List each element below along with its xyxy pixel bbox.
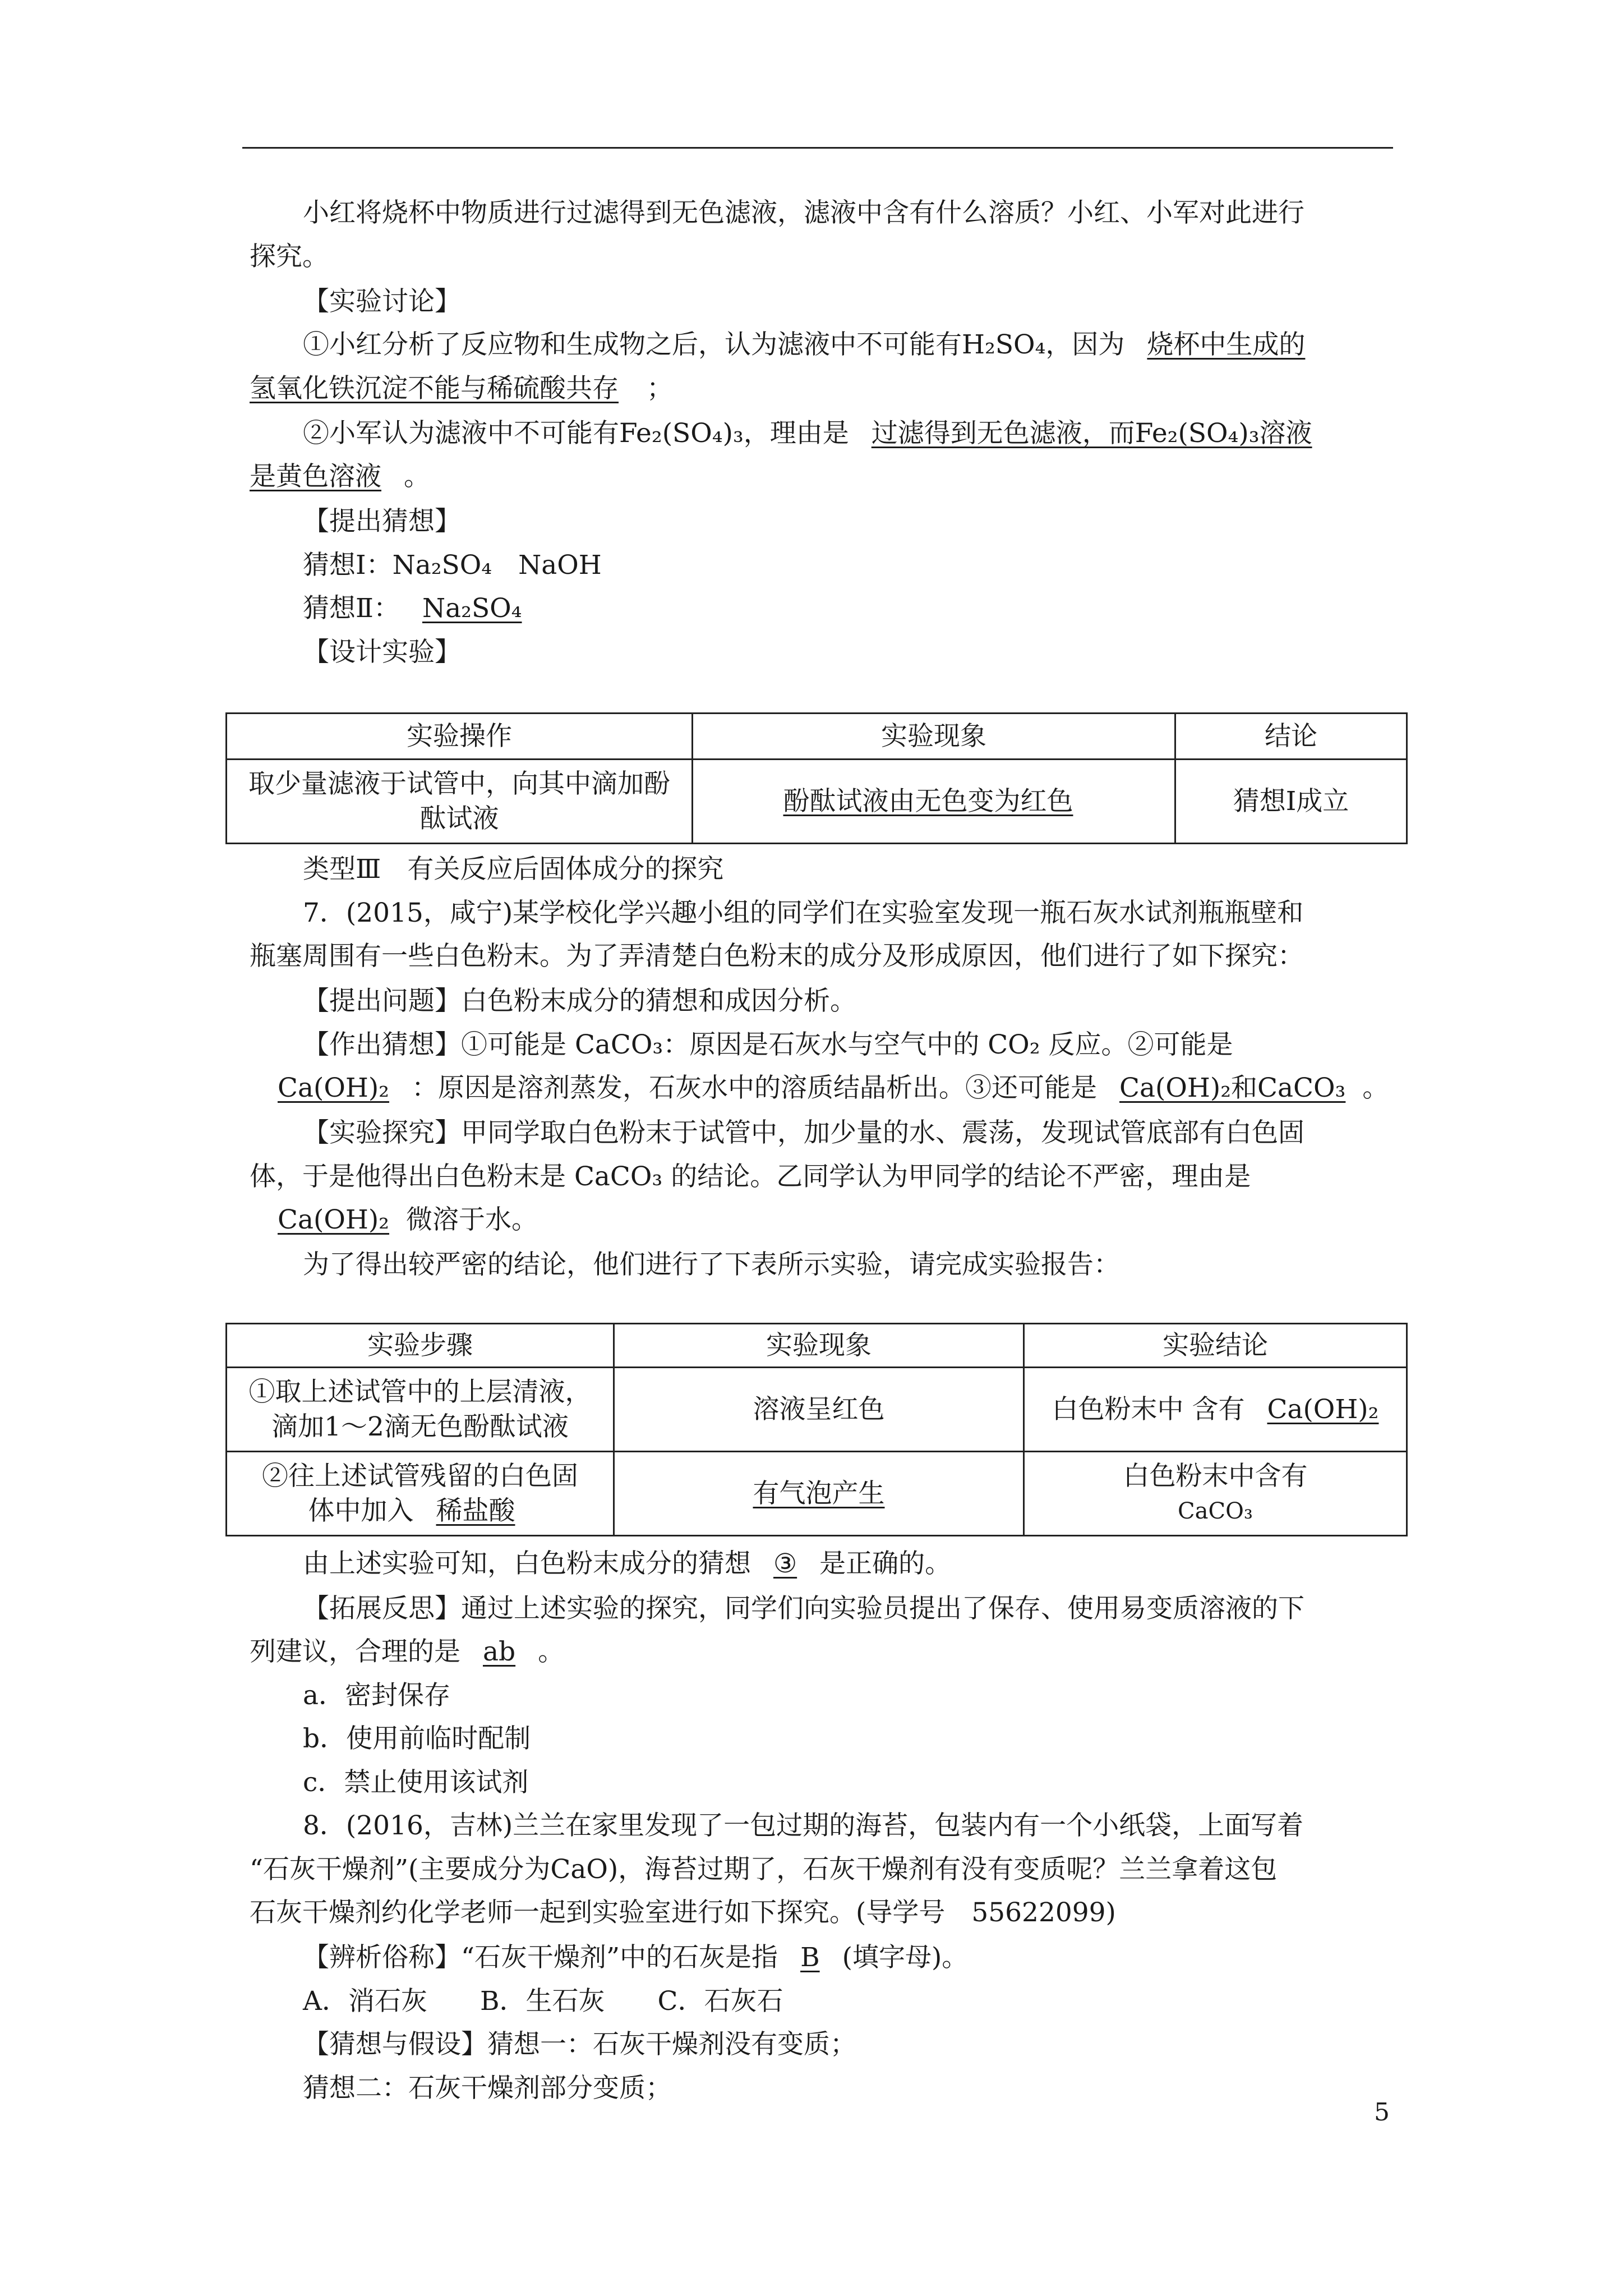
table-cell: 白色粉末中 含有 Ca(OH)₂	[1024, 1368, 1407, 1452]
experiment-table-2	[225, 1323, 1408, 1536]
table-header: 实验步骤	[227, 1324, 614, 1368]
table-cell: 有气泡产生	[614, 1452, 1024, 1536]
table-cell: 白色粉末中含有 CaCO₃	[1024, 1452, 1407, 1536]
answer-blank: 氢氧化铁沉淀不能与稀硫酸共存	[250, 373, 619, 404]
option-item: a．密封保存	[303, 1680, 451, 1711]
experiment-table-1	[225, 712, 1408, 844]
text-line: 猜想Ⅰ：Na₂SO₄ NaOH	[303, 550, 602, 581]
question-line: 8．(2016，吉林)兰兰在家里发现了一包过期的海苔，包装内有一个小纸袋，上面写着	[303, 1810, 1304, 1841]
answer-blank: 烧杯中生成的	[1147, 329, 1306, 360]
answer-blank: Na₂SO₄	[422, 593, 522, 624]
table-header: 实验现象	[693, 714, 1175, 760]
section-heading: 【实验讨论】	[303, 286, 461, 317]
question-line: 【实验探究】甲同学取白色粉末于试管中，加少量的水、震荡，发现试管底部有白色固	[303, 1117, 1304, 1148]
question-line: 【猜想与假设】猜想一：石灰干燥剂没有变质；	[303, 2029, 856, 2060]
answer-blank: Ca(OH)₂和CaCO₃	[1119, 1073, 1346, 1103]
text-line: ①小红分析了反应物和生成物之后，认为滤液中不可能有H₂SO₄，因为 烧杯中生成的	[303, 329, 1306, 360]
table-cell: 溶液呈红色	[614, 1368, 1024, 1452]
section-heading: 【提出猜想】	[303, 506, 461, 537]
question-line: 7．(2015，咸宁)某学校化学兴趣小组的同学们在实验室发现一瓶石灰水试剂瓶瓶壁和	[303, 898, 1304, 928]
question-line: Ca(OH)₂ ：原因是溶剂蒸发，石灰水中的溶质结晶析出。③还可能是 Ca(OH)₂和CaCO₃ 。	[250, 1071, 1389, 1105]
question-line: 由上述实验可知，白色粉末成分的猜想 ③ 是正确的。	[303, 1548, 952, 1579]
table-row	[227, 1368, 1407, 1452]
text-line: ②小军认为滤液中不可能有Fe₂(SO₄)₃，理由是 过滤得到无色滤液，而Fe₂(SO₄)₃溶液	[303, 418, 1312, 449]
table-header: 实验结论	[1024, 1324, 1407, 1368]
table-row	[227, 760, 1407, 844]
text-line: 探究。	[250, 241, 329, 272]
header-rule	[242, 147, 1393, 149]
answer-blank: Ca(OH)₂	[278, 1204, 390, 1235]
answer-blank: 是黄色溶液	[250, 461, 381, 492]
table-cell: ②往上述试管残留的白色固 体中加入 稀盐酸	[227, 1452, 614, 1536]
option-list: A．消石灰 B．生石灰 C．石灰石	[303, 1986, 783, 2017]
answer-blank: ③	[773, 1548, 797, 1579]
answer-blank: ab	[483, 1636, 516, 1667]
option-item: b．使用前临时配制	[303, 1723, 531, 1754]
question-line: 石灰干燥剂约化学老师一起到实验室进行如下探究。(导学号 55622099)	[250, 1897, 1116, 1928]
text-line: 猜想Ⅱ： Na₂SO₄	[303, 592, 556, 625]
table-cell: 酚酞试液由无色变为红色	[693, 760, 1175, 844]
question-line: 列建议，合理的是 ab 。	[250, 1636, 565, 1667]
question-line: 【辨析俗称】“石灰干燥剂”中的石灰是指 B (填字母)。	[303, 1942, 969, 1973]
question-line: 体，于是他得出白色粉末是 CaCO₃ 的结论。乙同学认为甲同学的结论不严密，理由是	[250, 1161, 1251, 1192]
question-line: “石灰干燥剂”(主要成分为CaO)，海苔过期了，石灰干燥剂有没有变质呢？兰兰拿着这包	[250, 1854, 1278, 1885]
page-number: 5	[1374, 2098, 1390, 2127]
text-line: 氢氧化铁沉淀不能与稀硫酸共存 ；	[250, 373, 673, 404]
answer-blank: 过滤得到无色滤液，而Fe₂(SO₄)₃溶液	[871, 418, 1312, 449]
question-line: 为了得出较严密的结论，他们进行了下表所示实验，请完成实验报告：	[303, 1249, 1120, 1280]
table-header: 结论	[1175, 714, 1407, 760]
question-line: 瓶塞周围有一些白色粉末。为了弄清楚白色粉末的成分及形成原因，他们进行了如下探究：	[250, 941, 1304, 972]
question-line: 猜想二：石灰干燥剂部分变质；	[303, 2073, 672, 2104]
table-header: 实验现象	[614, 1324, 1024, 1368]
section-heading: 类型Ⅲ 有关反应后固体成分的探究	[303, 854, 724, 885]
question-line: 【提出问题】白色粉末成分的猜想和成因分析。	[303, 986, 856, 1016]
answer-blank: Ca(OH)₂	[278, 1073, 390, 1103]
text-line: 是黄色溶液 。	[250, 461, 430, 492]
option-item: c．禁止使用该试剂	[303, 1767, 529, 1798]
question-line: 【拓展反思】通过上述实验的探究，同学们向实验员提出了保存、使用易变质溶液的下	[303, 1593, 1304, 1624]
text-line: 小红将烧杯中物质进行过滤得到无色滤液，滤液中含有什么溶质？小红、小军对此进行	[303, 197, 1304, 228]
answer-blank: B	[800, 1942, 820, 1973]
table-cell: ①取上述试管中的上层清液， 滴加1～2滴无色酚酞试液	[227, 1368, 614, 1452]
table-cell: 猜想Ⅰ成立	[1175, 760, 1407, 844]
question-line: Ca(OH)₂ 微溶于水。	[250, 1203, 538, 1237]
question-line: 【作出猜想】①可能是 CaCO₃：原因是石灰水与空气中的 CO₂ 反应。②可能是	[303, 1029, 1233, 1060]
table-header: 实验操作	[227, 714, 693, 760]
table-cell: 取少量滤液于试管中，向其中滴加酚 酞试液	[227, 760, 693, 844]
section-heading: 【设计实验】	[303, 637, 461, 668]
table-row	[227, 1452, 1407, 1536]
